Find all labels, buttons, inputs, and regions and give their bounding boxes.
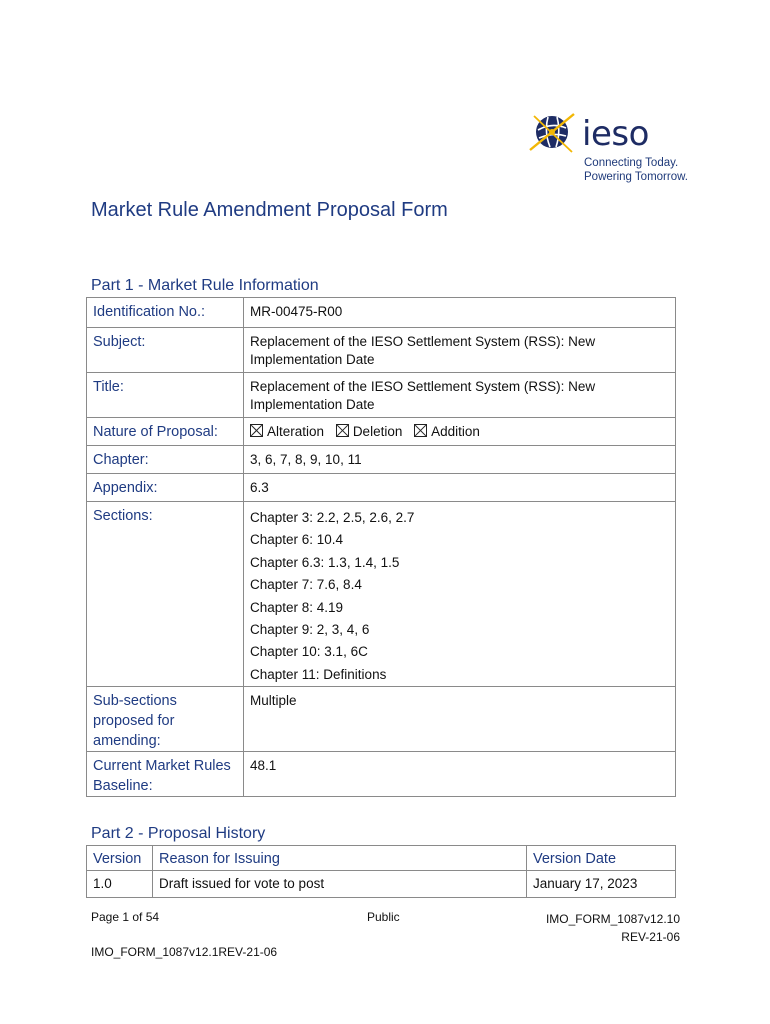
checked-box-icon — [250, 424, 263, 437]
checked-box-icon — [336, 424, 349, 437]
logo-tagline: Connecting Today. Powering Tomorrow. — [584, 157, 688, 183]
row-appendix — [87, 474, 676, 502]
section-line: Chapter 10: 3.1, 6C — [250, 644, 368, 660]
row-nature — [87, 418, 676, 446]
section-line: Chapter 8: 4.19 — [250, 599, 344, 615]
checked-box-icon — [414, 424, 427, 437]
column-header: Version Date — [527, 846, 676, 871]
section-line: Chapter 7: 7.6, 8.4 — [250, 577, 362, 593]
row-identification — [87, 298, 676, 328]
sections-value — [244, 502, 676, 687]
reason-cell: Draft issued for vote to post — [153, 871, 527, 898]
section-line: Chapter 6: 10.4 — [250, 532, 344, 548]
chapter-value: 3, 6, 7, 8, 9, 10, 11 — [244, 446, 676, 474]
deletion-checkbox[interactable]: Deletion — [336, 424, 403, 439]
addition-checkbox[interactable]: Addition — [414, 424, 480, 439]
title-value: Replacement of the IESO Settlement System (RSS): New Implementation Date — [244, 373, 676, 418]
history-header-row — [87, 846, 676, 871]
page-number: Page 1 of 54 — [91, 910, 160, 924]
chapter-label: Chapter: — [87, 446, 244, 474]
subject-label: Subject: — [87, 328, 244, 373]
section-line: Chapter 6.3: 1.3, 1.4, 1.5 — [250, 554, 400, 570]
proposal-history-table — [86, 845, 676, 898]
column-header: Reason for Issuing — [153, 846, 527, 871]
subsections-value: Multiple — [244, 687, 676, 752]
classification: Public — [367, 910, 400, 924]
baseline-value: 48.1 — [244, 752, 676, 797]
part2-heading: Part 2 - Proposal History — [91, 825, 266, 842]
date-cell: January 17, 2023 — [527, 871, 676, 898]
logo-wordmark: ieso — [582, 114, 649, 154]
subject-value: Replacement of the IESO Settlement System (RSS): New Implementation Date — [244, 328, 676, 373]
bottom-form-id: IMO_FORM_1087v12.1REV-21-06 — [91, 945, 278, 959]
nature-value — [244, 418, 676, 446]
appendix-label: Appendix: — [87, 474, 244, 502]
appendix-value: 6.3 — [244, 474, 676, 502]
row-baseline — [87, 752, 676, 797]
nature-label: Nature of Proposal: — [87, 418, 244, 446]
row-chapter — [87, 446, 676, 474]
alteration-checkbox[interactable]: Alteration — [250, 424, 324, 439]
section-line: Chapter 3: 2.2, 2.5, 2.6, 2.7 — [250, 510, 415, 525]
table-row — [87, 871, 676, 898]
market-rule-info-table — [86, 297, 676, 797]
baseline-label: Current Market Rules Baseline: — [87, 752, 244, 797]
ieso-logo — [528, 108, 688, 188]
identification-label: Identification No.: — [87, 298, 244, 328]
form-id: IMO_FORM_1087v12.10 REV-21-06 — [545, 912, 680, 944]
column-header: Version — [87, 846, 153, 871]
subsections-label: Sub-sections proposed for amending: — [87, 687, 244, 752]
part1-heading: Part 1 - Market Rule Information — [91, 277, 319, 294]
row-title — [87, 373, 676, 418]
document-title: Market Rule Amendment Proposal Form — [91, 199, 448, 221]
row-subsections — [87, 687, 676, 752]
row-subject — [87, 328, 676, 373]
section-line: Chapter 11: Definitions — [250, 666, 387, 682]
title-label: Title: — [87, 373, 244, 418]
globe-icon — [528, 108, 584, 160]
row-sections — [87, 502, 676, 687]
section-line: Chapter 9: 2, 3, 4, 6 — [250, 622, 370, 638]
version-cell: 1.0 — [87, 871, 153, 898]
identification-value: MR-00475-R00 — [244, 298, 676, 328]
sections-label: Sections: — [87, 502, 244, 687]
